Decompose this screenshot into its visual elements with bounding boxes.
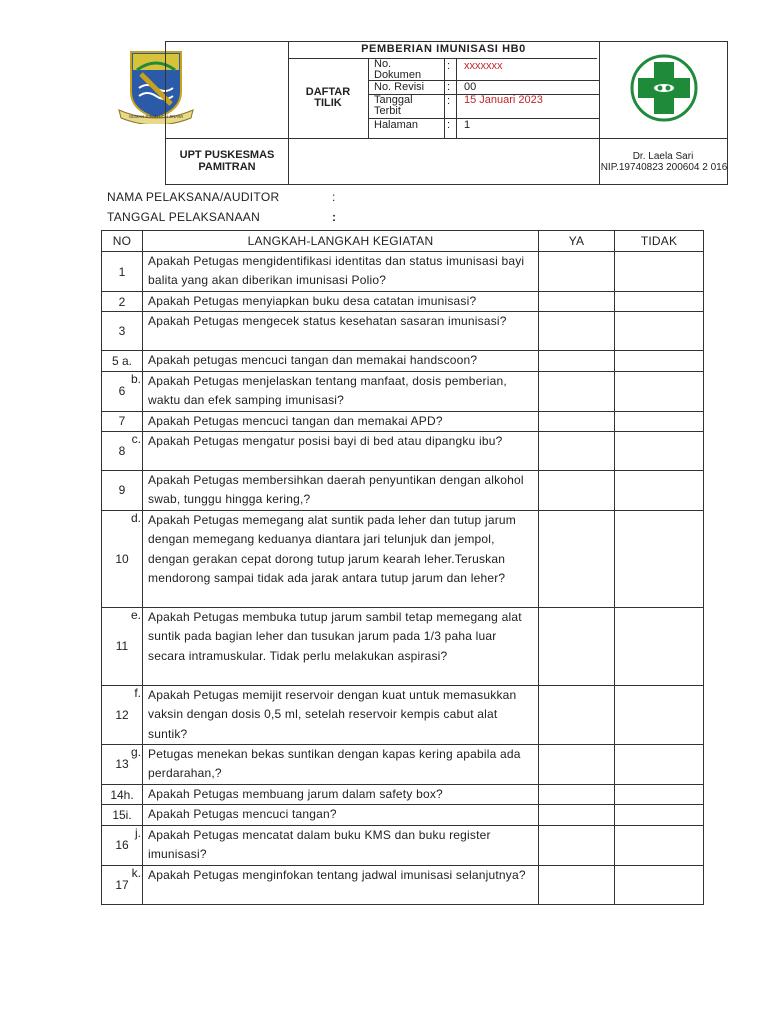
row-question: Apakah Petugas mencuci tangan? <box>143 805 539 825</box>
row-question: Apakah Petugas menyiapkan buku desa catatan imunisasi? <box>143 292 539 312</box>
checkbox-ya[interactable] <box>539 351 615 371</box>
row-number-label: 14h. <box>110 787 134 802</box>
row-number <box>102 685 143 744</box>
table-row <box>102 805 704 825</box>
row-question: Apakah Petugas mengecek status kesehatan sasaran imunisasi? <box>143 312 539 351</box>
checkbox-ya[interactable] <box>539 784 615 804</box>
row-number <box>102 825 143 865</box>
table-row <box>102 825 704 865</box>
row-number-label: 2 <box>118 294 126 309</box>
table-row <box>102 865 704 904</box>
unit-name-line2: PAMITRAN <box>198 161 256 173</box>
row-number-label: 7 <box>118 414 126 429</box>
emblem-motto: GEMAH RIPAH LOH JINAWI <box>129 114 183 119</box>
row-number <box>102 607 143 685</box>
document-title: PEMBERIAN IMUNISASI HB0 <box>361 43 526 55</box>
row-number-label: 9 <box>118 483 126 498</box>
checkbox-tidak[interactable] <box>615 312 704 351</box>
row-number <box>102 745 143 785</box>
checkbox-ya[interactable] <box>539 411 615 431</box>
field-value-no-revisi: 00 <box>464 81 477 93</box>
checkbox-tidak[interactable] <box>615 865 704 904</box>
table-row <box>102 745 704 785</box>
table-row <box>102 510 704 607</box>
checkbox-tidak[interactable] <box>615 252 704 292</box>
unit-name-line1: UPT PUSKESMAS <box>179 149 275 161</box>
row-number-label: 11 <box>115 639 129 654</box>
checkbox-tidak[interactable] <box>615 805 704 825</box>
field-colon: : <box>447 95 451 107</box>
health-cross-logo <box>630 52 698 124</box>
field-value-halaman: 1 <box>464 119 471 131</box>
row-question: Petugas menekan bekas suntikan dengan kapas kering apabila ada perdarahan,? <box>143 745 539 785</box>
checkbox-tidak[interactable] <box>615 825 704 865</box>
table-row <box>102 685 704 744</box>
table-row <box>102 351 704 371</box>
row-number <box>102 312 143 351</box>
checkbox-ya[interactable] <box>539 825 615 865</box>
row-number-label: 13 <box>115 757 129 772</box>
field-colon: : <box>447 81 451 93</box>
row-question: Apakah petugas mencuci tangan dan memakai handscoon? <box>143 351 539 371</box>
row-sub-letter: c. <box>131 432 141 447</box>
row-number <box>102 252 143 292</box>
checkbox-ya[interactable] <box>539 865 615 904</box>
date-label: TANGGAL PELAKSANAAN <box>107 210 261 224</box>
field-colon: : <box>447 60 451 72</box>
row-question: Apakah Petugas menginfokan tentang jadwal imunisasi selanjutnya? <box>143 865 539 904</box>
row-number <box>102 805 143 825</box>
row-sub-letter: b. <box>130 371 141 386</box>
table-row <box>102 607 704 685</box>
row-question: Apakah Petugas membuang jarum dalam safety box? <box>143 784 539 804</box>
checkbox-ya[interactable] <box>539 510 615 607</box>
row-number-label: 5 a. <box>111 354 132 369</box>
checkbox-ya[interactable] <box>539 432 615 471</box>
header-no: NO <box>102 231 143 252</box>
row-question: Apakah Petugas mencuci tangan dan memakai APD? <box>143 411 539 431</box>
table-row <box>102 371 704 411</box>
doc-type-line1: DAFTAR <box>305 86 351 98</box>
checkbox-tidak[interactable] <box>615 510 704 607</box>
checkbox-tidak[interactable] <box>615 784 704 804</box>
row-sub-letter: k. <box>131 865 141 880</box>
checkbox-ya[interactable] <box>539 685 615 744</box>
row-number <box>102 411 143 431</box>
field-label-tanggal-terbit: Tanggal Terbit <box>374 94 413 117</box>
field-value-no-dokumen: xxxxxxx <box>464 60 503 72</box>
row-question: Apakah Petugas membuka tutup jarum sambil tetap memegang alat suntik pada bagian leher dan tusukan jarum pada 1/3 paha luar secara intramuskular. Tidak perlu melakukan aspirasi? <box>143 607 539 685</box>
row-number-label: 3 <box>118 324 126 339</box>
checkbox-tidak[interactable] <box>615 351 704 371</box>
table-row <box>102 252 704 292</box>
checklist-table <box>101 230 704 905</box>
table-row <box>102 471 704 511</box>
table-row <box>102 292 704 312</box>
checkbox-ya[interactable] <box>539 471 615 511</box>
checkbox-tidak[interactable] <box>615 745 704 785</box>
checkbox-ya[interactable] <box>539 371 615 411</box>
checkbox-ya[interactable] <box>539 607 615 685</box>
field-label-no-revisi: No. Revisi <box>374 81 425 93</box>
row-number <box>102 351 143 371</box>
checkbox-tidak[interactable] <box>615 371 704 411</box>
field-label-halaman: Halaman <box>374 119 419 131</box>
row-number-label: 1 <box>118 264 126 279</box>
date-colon: : <box>332 210 337 224</box>
row-sub-letter: f. <box>134 685 141 700</box>
row-number-label: 8 <box>118 444 126 459</box>
row-number <box>102 371 143 411</box>
row-number-label: 16 <box>115 838 129 853</box>
row-sub-letter: e. <box>130 607 141 622</box>
checkbox-tidak[interactable] <box>615 432 704 471</box>
row-number-label: 6 <box>118 384 126 399</box>
checkbox-ya[interactable] <box>539 745 615 785</box>
checkbox-tidak[interactable] <box>615 292 704 312</box>
checkbox-ya[interactable] <box>539 292 615 312</box>
field-label-no-dokumen: No. Dokumen <box>374 58 422 81</box>
field-colon: : <box>447 119 451 131</box>
row-number-label: 17 <box>115 877 129 892</box>
row-question: Apakah Petugas memegang alat suntik pada leher dan tutup jarum dengan memegang keduanya diantara jari telunjuk dan jempol, dengan gerakan cepat dorong tutup jarum kearah leher.Teruskan mendorong sampai tidak ada jarak antara tutup jarum dan leher? <box>143 510 539 607</box>
header-tidak: TIDAK <box>615 231 704 252</box>
checkbox-tidak[interactable] <box>615 607 704 685</box>
table-row <box>102 312 704 351</box>
row-sub-letter: g. <box>130 745 141 760</box>
table-row <box>102 784 704 804</box>
table-row <box>102 432 704 471</box>
header-steps: LANGKAH-LANGKAH KEGIATAN <box>143 231 539 252</box>
checkbox-tidak[interactable] <box>615 685 704 744</box>
row-sub-letter: d. <box>130 510 141 525</box>
header-ya: YA <box>539 231 615 252</box>
table-row <box>102 411 704 431</box>
row-sub-letter: j. <box>135 825 141 840</box>
checkbox-ya[interactable] <box>539 805 615 825</box>
row-number <box>102 471 143 511</box>
checkbox-tidak[interactable] <box>615 411 704 431</box>
row-number-label: 15i. <box>112 807 132 822</box>
checkbox-tidak[interactable] <box>615 471 704 511</box>
row-question: Apakah Petugas mengidentifikasi identitas dan status imunisasi bayi balita yang akan diberikan imunisasi Polio? <box>143 252 539 292</box>
checkbox-ya[interactable] <box>539 252 615 292</box>
row-number-label: 12 <box>115 707 129 722</box>
row-question: Apakah Petugas membersihkan daerah penyuntikan dengan alkohol swab, tunggu hingga kering,? <box>143 471 539 511</box>
row-number-label: 10 <box>115 551 129 566</box>
checkbox-ya[interactable] <box>539 312 615 351</box>
row-number <box>102 865 143 904</box>
field-value-tanggal-terbit: 15 Januari 2023 <box>464 94 543 106</box>
table-header-row <box>102 231 704 252</box>
row-number <box>102 432 143 471</box>
signatory-nip: NIP.19740823 200604 2 016 <box>600 162 728 173</box>
doc-type-line2: TILIK <box>314 97 342 109</box>
row-number <box>102 292 143 312</box>
row-question: Apakah Petugas memijit reservoir dengan kuat untuk memasukkan vaksin dengan dosis 0,5 ml, setelah reservoir kempis cabut alat suntik? <box>143 685 539 744</box>
auditor-colon: : <box>332 190 336 204</box>
row-question: Apakah Petugas menjelaskan tentang manfaat, dosis pemberian, waktu dan efek samping imunisasi? <box>143 371 539 411</box>
row-number <box>102 784 143 804</box>
auditor-label: NAMA PELAKSANA/AUDITOR <box>107 190 280 204</box>
row-question: Apakah Petugas mencatat dalam buku KMS dan buku register imunisasi? <box>143 825 539 865</box>
row-question: Apakah Petugas mengatur posisi bayi di bed atau dipangku ibu? <box>143 432 539 471</box>
row-number <box>102 510 143 607</box>
signatory-name: Dr. Laela Sari <box>632 151 694 162</box>
